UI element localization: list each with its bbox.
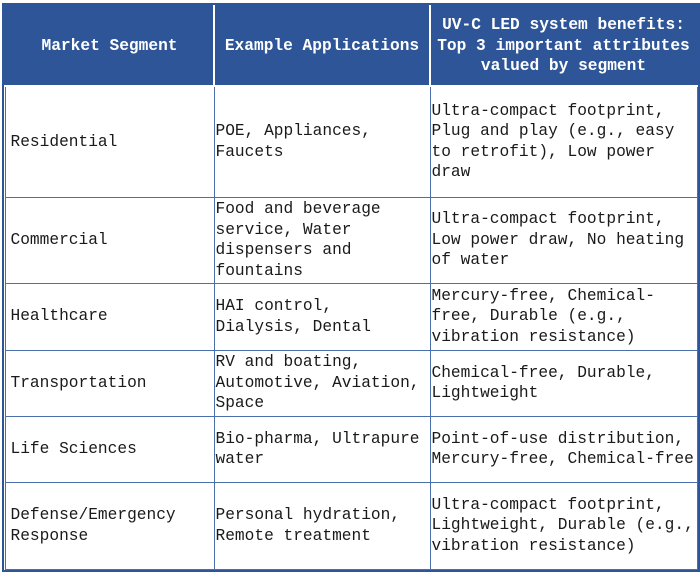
table-row — [5, 283, 697, 350]
segment-cell: Transportation — [5, 350, 214, 416]
segment-cell: Life Sciences — [5, 416, 214, 482]
benefits-cell: Mercury-free, Chemical-free, Durable (e.g., vibration resistance) — [430, 283, 697, 350]
table-row — [5, 350, 697, 416]
segment-cell: Healthcare — [5, 283, 214, 350]
header-row — [5, 6, 697, 86]
segment-cell: Residential — [5, 86, 214, 197]
table-row — [5, 482, 697, 569]
market-segment-table — [4, 5, 698, 570]
header-example-applications: Example Applications — [214, 6, 430, 86]
applications-cell: Bio-pharma, Ultrapure water — [214, 416, 430, 482]
applications-cell: Food and beverage service, Water dispensers and fountains — [214, 197, 430, 283]
benefits-cell: Chemical-free, Durable, Lightweight — [430, 350, 697, 416]
benefits-cell: Ultra-compact footprint, Plug and play (e.g., easy to retrofit), Low power draw — [430, 86, 697, 197]
applications-cell: HAI control, Dialysis, Dental — [214, 283, 430, 350]
applications-cell: RV and boating, Automotive, Aviation, Space — [214, 350, 430, 416]
table-row — [5, 416, 697, 482]
header-system-benefits: UV-C LED system benefits: Top 3 important attributes valued by segment — [430, 6, 697, 86]
benefits-cell: Point-of-use distribution, Mercury-free, Chemical-free — [430, 416, 697, 482]
header-market-segment: Market Segment — [5, 6, 214, 86]
segment-cell: Defense/Emergency Response — [5, 482, 214, 569]
table-row — [5, 86, 697, 197]
table-row — [5, 197, 697, 283]
applications-cell: Personal hydration, Remote treatment — [214, 482, 430, 569]
benefits-cell: Ultra-compact footprint, Low power draw, No heating of water — [430, 197, 697, 283]
benefits-cell: Ultra-compact footprint, Lightweight, Durable (e.g., vibration resistance) — [430, 482, 697, 569]
segment-cell: Commercial — [5, 197, 214, 283]
applications-cell: POE, Appliances, Faucets — [214, 86, 430, 197]
